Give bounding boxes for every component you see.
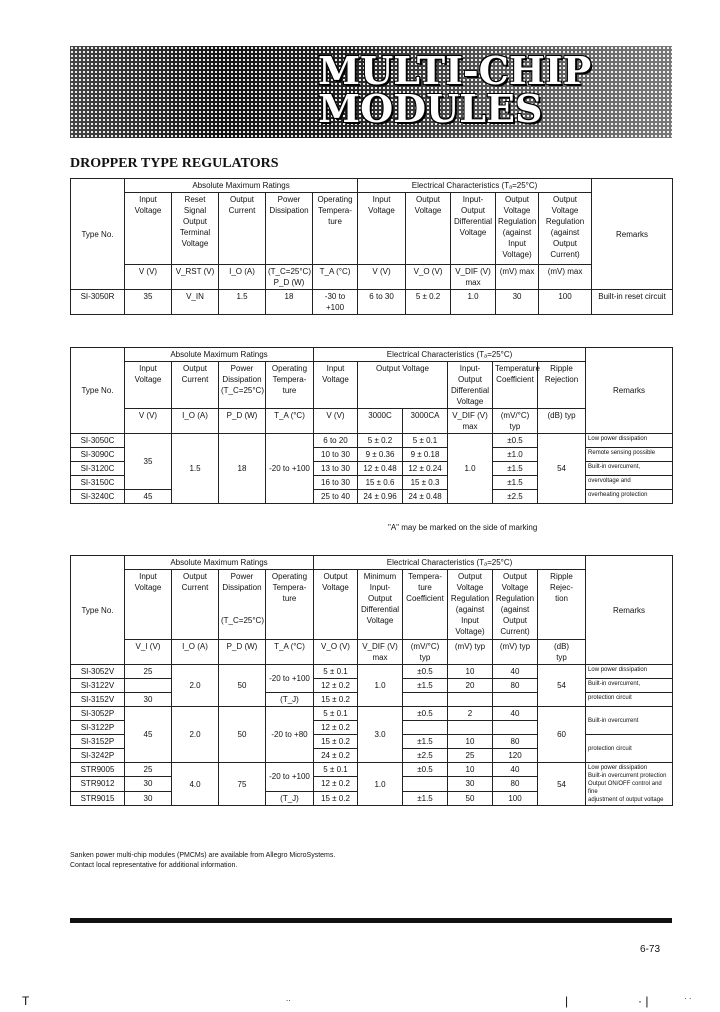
cell: 30 [448,777,493,791]
cell: 18 [219,434,266,504]
cell: ±0.5 [403,707,448,721]
scan-mark: T [22,994,30,1008]
cell: 10 [448,735,493,749]
col-header: Reset Signal Output Terminal Voltage [172,193,219,265]
remark-cell: Built-in overcurrent, [586,462,673,476]
unit-sub: 3000C [358,409,403,434]
cell: 2.0 [172,665,219,707]
cell: 54 [538,665,586,707]
banner-line-2: MODULES [318,86,543,131]
col-header: Power Dissipation (T_C=25°C) [219,362,266,409]
remark-line: Output ON/OFF control and fine [588,781,662,795]
cell: 15 ± 0.2 [314,693,358,707]
cell: 10 to 30 [314,448,358,462]
unit: (mV) typ [493,640,538,665]
col-header: Operating Tempera- ture [313,193,358,265]
col-header: Ripple Rejection [538,362,586,409]
cell: V_IN [172,290,219,315]
cell: 5 ± 0.1 [403,434,448,448]
remark-line: adjustment of output voltage [588,797,664,803]
footnote-line-2: Contact local representative for additional information. [70,862,238,869]
unit: V_DIF (V) max [358,640,403,665]
col-header: Power Dissipation [266,193,313,265]
abs-max-header: Absolute Maximum Ratings [125,179,358,193]
cell: 25 [125,665,172,679]
cell: ±1.5 [493,462,538,476]
cell: 35 [125,290,172,315]
type-cell: SI-3150C [71,476,125,490]
type-cell: STR9015 [71,791,125,805]
cell: ±2.5 [493,490,538,504]
unit: V_O (V) [406,265,451,290]
cell: -30 to +100 [313,290,358,315]
col-header: Output Current [219,193,266,265]
cell: 2.0 [172,707,219,763]
unit: (mV) max [496,265,539,290]
col-header: Output Voltage [358,362,448,409]
cell: -20 to +100 [266,434,314,504]
type-cell: SI-3240C [71,490,125,504]
col-header: Input-Output Differential Voltage [448,362,493,409]
cell: 5 ± 0.2 [406,290,451,315]
scan-mark: | [565,994,569,1008]
cell: 5 ± 0.1 [314,763,358,777]
type-cell: SI-3090C [71,448,125,462]
table-pmcm [70,555,673,806]
cell: 13 to 30 [314,462,358,476]
cell: 12 ± 0.24 [403,462,448,476]
col-header: Input- Output Differential Voltage [451,193,496,265]
cell: (T_J) [266,693,314,707]
remark-cell: Built-in overcurrent [586,707,673,735]
type-cell: SI-3152P [71,735,125,749]
cell: 25 [448,749,493,763]
cell: 12 ± 0.2 [314,721,358,735]
col-header: Output Voltage Regulation (against Input Voltage) [496,193,539,265]
unit: T_A (°C) [313,265,358,290]
cell: 50 [219,665,266,707]
col-header: Output Voltage [314,570,358,640]
cell: 3.0 [358,707,403,763]
cell: 24 ± 0.48 [403,490,448,504]
cell: 6 to 20 [314,434,358,448]
unit: I_O (A) [172,640,219,665]
type-cell: SI-3122P [71,721,125,735]
elec-char-header: Electrical Characteristics (Tₐ=25°C) [314,556,586,570]
unit: V (V) [125,409,172,434]
type-cell: STR9012 [71,777,125,791]
cell: 5 ± 0.2 [358,434,403,448]
cell: 15 ± 0.3 [403,476,448,490]
col-header: Output Voltage [406,193,451,265]
elec-char-header: Electrical Characteristics (Tₐ=25°C) [358,179,592,193]
cell: 1.0 [451,290,496,315]
cell: 10 [448,665,493,679]
cell: 60 [538,707,586,763]
cell [493,721,538,735]
remarks-header: Remarks [586,348,673,434]
col-header: Minimum Input- Output Differential Voltage [358,570,403,640]
cell: 1.5 [219,290,266,315]
unit: P_D (W) [219,409,266,434]
cell: 4.0 [172,763,219,806]
cell: -20 to +100 [266,665,314,693]
cell: 30 [496,290,539,315]
cell: 24 ± 0.2 [314,749,358,763]
page-number: 6-73 [640,944,661,955]
cell: ±1.5 [403,679,448,693]
cell: 1.0 [358,763,403,806]
cell: 25 [125,763,172,777]
remark-cell: protection circuit [586,693,673,707]
cell: 12 ± 0.2 [314,777,358,791]
cell: 15 ± 0.2 [314,735,358,749]
cell: 5 ± 0.1 [314,665,358,679]
cell: ±0.5 [403,665,448,679]
cell [448,693,493,707]
scan-mark: · | [638,994,649,1008]
unit: (mV/°C) typ [493,409,538,434]
cell: 20 [448,679,493,693]
cell: ±2.5 [403,749,448,763]
cell: 100 [539,290,592,315]
col-header: Output Voltage Regulation (against Output Current) [539,193,592,265]
cell: 30 [125,693,172,707]
cell [493,693,538,707]
type-cell: SI-3242P [71,749,125,763]
type-cell: SI-3120C [71,462,125,476]
cell: 10 [448,763,493,777]
cell: ±0.5 [403,763,448,777]
col-header: Output Current [172,570,219,640]
unit: V (V) [358,265,406,290]
cell: 5 ± 0.1 [314,707,358,721]
remarks-header: Remarks [592,179,673,290]
remark-cell: Built-in overcurrent, [586,679,673,693]
type-header: Type No. [71,348,125,434]
remarks-header: Remarks [586,556,673,665]
remark-cell: overheating protection [586,490,673,504]
section-title: DROPPER TYPE REGULATORS [70,156,279,171]
cell: 120 [493,749,538,763]
cell: 16 to 30 [314,476,358,490]
cell: 45 [125,707,172,763]
unit: V_DIF (V) max [448,409,493,434]
cell: 54 [538,763,586,806]
cell: 1.0 [448,434,493,504]
cell: 18 [266,290,313,315]
cell: 12 ± 0.2 [314,679,358,693]
cell: 9 ± 0.18 [403,448,448,462]
col-header: Input Voltage [125,570,172,640]
cell [403,777,448,791]
cell: 50 [448,791,493,805]
remark-cell: overvoltage and [586,476,673,490]
type-cell: SI-3050C [71,434,125,448]
cell: 25 to 40 [314,490,358,504]
cell: 2 [448,707,493,721]
col-header: Operating Tempera- ture [266,362,314,409]
col-header: Operating Tempera- ture [266,570,314,640]
col-header: Input Voltage [125,362,172,409]
unit: (mV) max [539,265,592,290]
table-si3000c [70,347,673,504]
type-cell: SI-3122V [71,679,125,693]
unit-sub: 3000CA [403,409,448,434]
abs-max-header: Absolute Maximum Ratings [125,556,314,570]
unit: (mV/°C) typ [403,640,448,665]
cell: 40 [493,707,538,721]
cell: 45 [125,490,172,504]
cell: 30 [125,791,172,805]
col-header: Tempera- ture Coefficient [403,570,448,640]
cell: 80 [493,777,538,791]
cell: ±1.5 [403,735,448,749]
cell: -20 to +80 [266,707,314,763]
cell: 12 ± 0.48 [358,462,403,476]
cell: 35 [125,434,172,490]
cell: 80 [493,735,538,749]
cell [125,679,172,693]
col-header: Power Dissipation (T_C=25°C) [219,570,266,640]
cell: ±0.5 [493,434,538,448]
cell [403,693,448,707]
remark-cell: Built-in reset circuit [592,290,673,315]
col-header: Ripple Rejec- tion [538,570,586,640]
scan-mark: · · [684,994,692,1003]
cell: ±1.5 [403,791,448,805]
elec-char-header: Electrical Characteristics (Tₐ=25°C) [314,348,586,362]
cell: 9 ± 0.36 [358,448,403,462]
unit: V_DIF (V) max [451,265,496,290]
col-header: Output Current [172,362,219,409]
unit: V_I (V) [125,640,172,665]
remark-line: Low power dissipation [588,765,648,771]
cell: 100 [493,791,538,805]
cell: 54 [538,434,586,504]
footnote-line-1: Sanken power multi-chip modules (PMCMs) are available from Allegro MicroSystems. [70,852,336,859]
remark-cell: protection circuit [586,735,673,763]
unit: (T_C=25°C) P_D (W) [266,265,313,290]
unit: I_O (A) [219,265,266,290]
type-cell: SI-3052P [71,707,125,721]
col-header: Output Voltage Regulation (against Input Voltage) [448,570,493,640]
remark-cell [586,763,673,806]
type-cell: SI-3152V [71,693,125,707]
cell: 30 [125,777,172,791]
type-header: Type No. [71,556,125,665]
table2-note: "A" may be marked on the side of marking [388,523,538,532]
col-header: Output Voltage Regulation (against Output Current) [493,570,538,640]
cell: (T_J) [266,791,314,805]
remark-cell: Remote sensing possible [586,448,673,462]
scan-mark: .. [286,994,291,1003]
remark-cell: Low power dissipation [586,665,673,679]
type-header: Type No. [71,179,125,290]
unit: P_D (W) [219,640,266,665]
unit: (mV) typ [448,640,493,665]
banner-title [318,48,592,131]
unit: (dB) typ [538,640,586,665]
cell [403,721,448,735]
unit: (dB) typ [538,409,586,434]
cell: 40 [493,763,538,777]
unit: I_O (A) [172,409,219,434]
cell: ±1.5 [493,476,538,490]
abs-max-header: Absolute Maximum Ratings [125,348,314,362]
footer-rule [70,918,672,923]
cell: 50 [219,707,266,763]
cell: 15 ± 0.6 [358,476,403,490]
remark-line: Built-in overcurrent protection [588,773,667,779]
cell: 40 [493,665,538,679]
unit: V_RST (V) [172,265,219,290]
cell: 24 ± 0.96 [358,490,403,504]
cell: ±1.0 [493,448,538,462]
col-header: Input Voltage [358,193,406,265]
table-si3050r [70,178,673,315]
cell: 6 to 30 [358,290,406,315]
cell: -20 to +100 [266,763,314,792]
type-cell: SI-3050R [71,290,125,315]
col-header: Input Voltage [314,362,358,409]
cell: 1.0 [358,665,403,707]
cell [448,721,493,735]
banner-line-1: MULTI-CHIP [318,48,592,93]
type-cell: SI-3052V [71,665,125,679]
unit: V (V) [125,265,172,290]
unit: V_O (V) [314,640,358,665]
cell: 1.5 [172,434,219,504]
unit: V (V) [314,409,358,434]
type-cell: STR9005 [71,763,125,777]
cell: 80 [493,679,538,693]
col-header: Input Voltage [125,193,172,265]
unit: T_A (°C) [266,409,314,434]
col-header: Temperature Coefficient [493,362,538,409]
cell: 15 ± 0.2 [314,791,358,805]
remark-cell: Low power dissipation [586,434,673,448]
cell: 75 [219,763,266,806]
unit: T_A (°C) [266,640,314,665]
